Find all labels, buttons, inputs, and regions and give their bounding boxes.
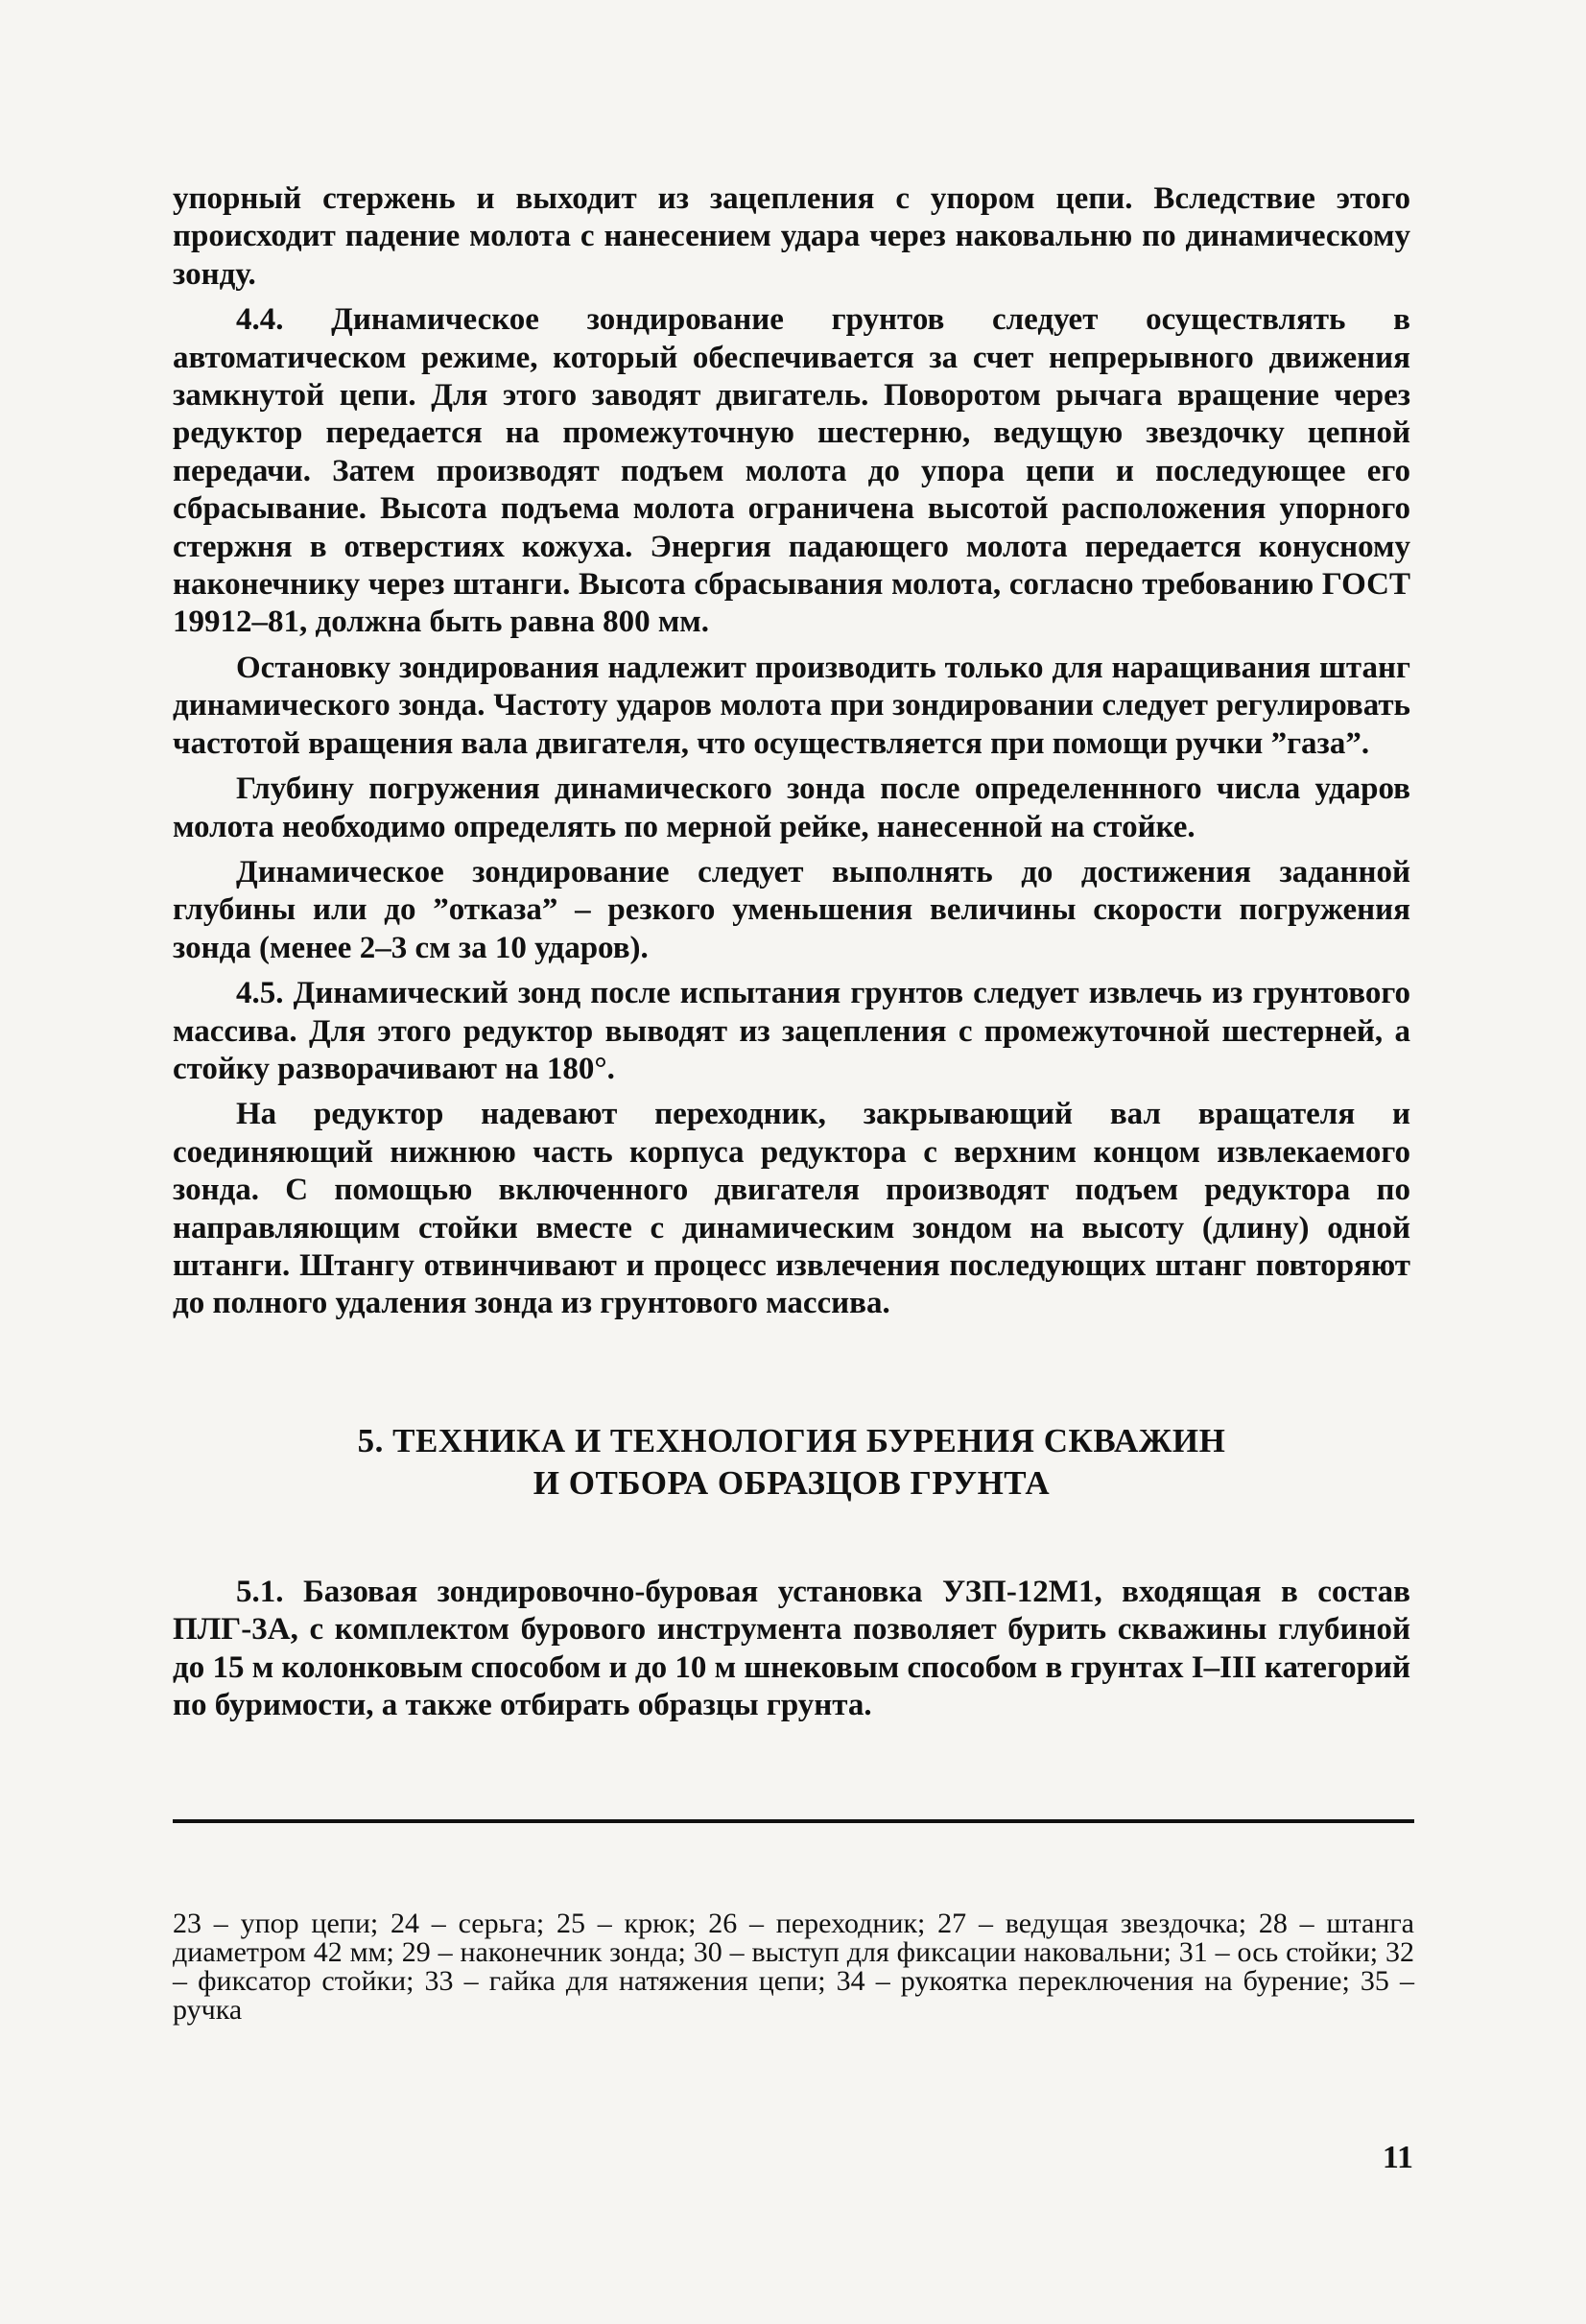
page-number: 11 (1382, 2140, 1413, 2175)
section-heading-line-1: 5. ТЕХНИКА И ТЕХНОЛОГИЯ БУРЕНИЯ СКВАЖИН (357, 1422, 1226, 1459)
footnote-divider (173, 1819, 1414, 1823)
paragraph-4-5: 4.5. Динамический зонд после испытания грунтов следует извлечь из грунтового массива. Для этого редуктор выводят из зацепления с промежуточной шестерней, а стойку разворачивают на 180°. (173, 976, 1410, 1086)
figure-caption-footnote (173, 1909, 1414, 2025)
paragraph-4-4: 4.4. Динамическое зондирование грунтов следует осуществлять в автоматическом режиме, который обеспечивается за счет непрерывного движения замкнутой цепи. Для этого заводят двигатель. Поворотом рычага вращение через редуктор передается на промежуточную шестерню, ведущую звездочку цепной передачи. Затем производят подъем молота до упора цепи и последующее его сбрасывание. Высота подъема молота ограничена высотой расположения упорного стержня в отверстиях кожуха. Энергия падающего молота передается конусному наконечнику через штанги. Высота сбрасывания молота, согласно требованию ГОСТ 19912–81, должна быть равна 800 мм. (173, 302, 1410, 640)
paragraph-refusal: Динамическое зондирование следует выполнять до достижения заданной глубины или до ”отказа” – резкого уменьшения величины скорости погружения зонда (менее 2–3 см за 10 ударов). (173, 854, 1410, 965)
paragraph-sounding-stop: Остановку зондирования надлежит производить только для наращивания штанг динамического зонда. Частоту ударов молота при зондировании следует регулировать частотой вращения вала двигателя, что осуществляется при помощи ручки ”газа”. (173, 650, 1410, 761)
paragraph-penetration-depth: Глубину погружения динамического зонда после определеннного числа ударов молота необходимо определять по мерной рейке, нанесенной на стойке. (173, 771, 1410, 844)
section-heading (173, 1420, 1410, 1505)
footnote-text: 23 – упор цепи; 24 – серьга; 25 – крюк; 26 – переходник; 27 – ведущая звездочка; 28 – штанга диаметром 42 мм; 29 – наконечник зонда; 30 – выступ для фиксации наковальни; 31 – ось стойки; 32 – фиксатор стойки; 33 – гайка для натяжения цепи; 34 – рукоятка переключения на бурение; 35 – ручка (173, 1908, 1414, 2026)
section-heading-line-2: И ОТБОРА ОБРАЗЦОВ ГРУНТА (533, 1464, 1051, 1502)
main-text-block (173, 180, 1410, 1331)
section-text-block (173, 1574, 1410, 1725)
paragraph-continuation: упорный стержень и выходит из зацепления с упором цепи. Вследствие этого происходит падение молота с нанесением удара через наковальню по динамическому зонду. (173, 181, 1410, 292)
paragraph-5-1: 5.1. Базовая зондировочно-буровая установка УЗП-12М1, входящая в состав ПЛГ-3А, с комплектом бурового инструмента позволяет бурить скважины глубиной до 15 м колонковым способом и до 10 м шнековым способом в грунтах I–III категорий по буримости, а также отбирать образцы грунта. (173, 1575, 1410, 1723)
paragraph-extraction: На редуктор надевают переходник, закрывающий вал вращателя и соединяющий нижнюю часть корпуса редуктора с верхним концом извлекаемого зонда. С помощью включенного двигателя производят подъем редуктора по направляющим стойки вместе с динамическим зондом на высоту (длину) одной штанги. Штангу отвинчивают и процесс извлечения последующих штанг повторяют до полного удаления зонда из грунтового массива. (173, 1097, 1410, 1321)
